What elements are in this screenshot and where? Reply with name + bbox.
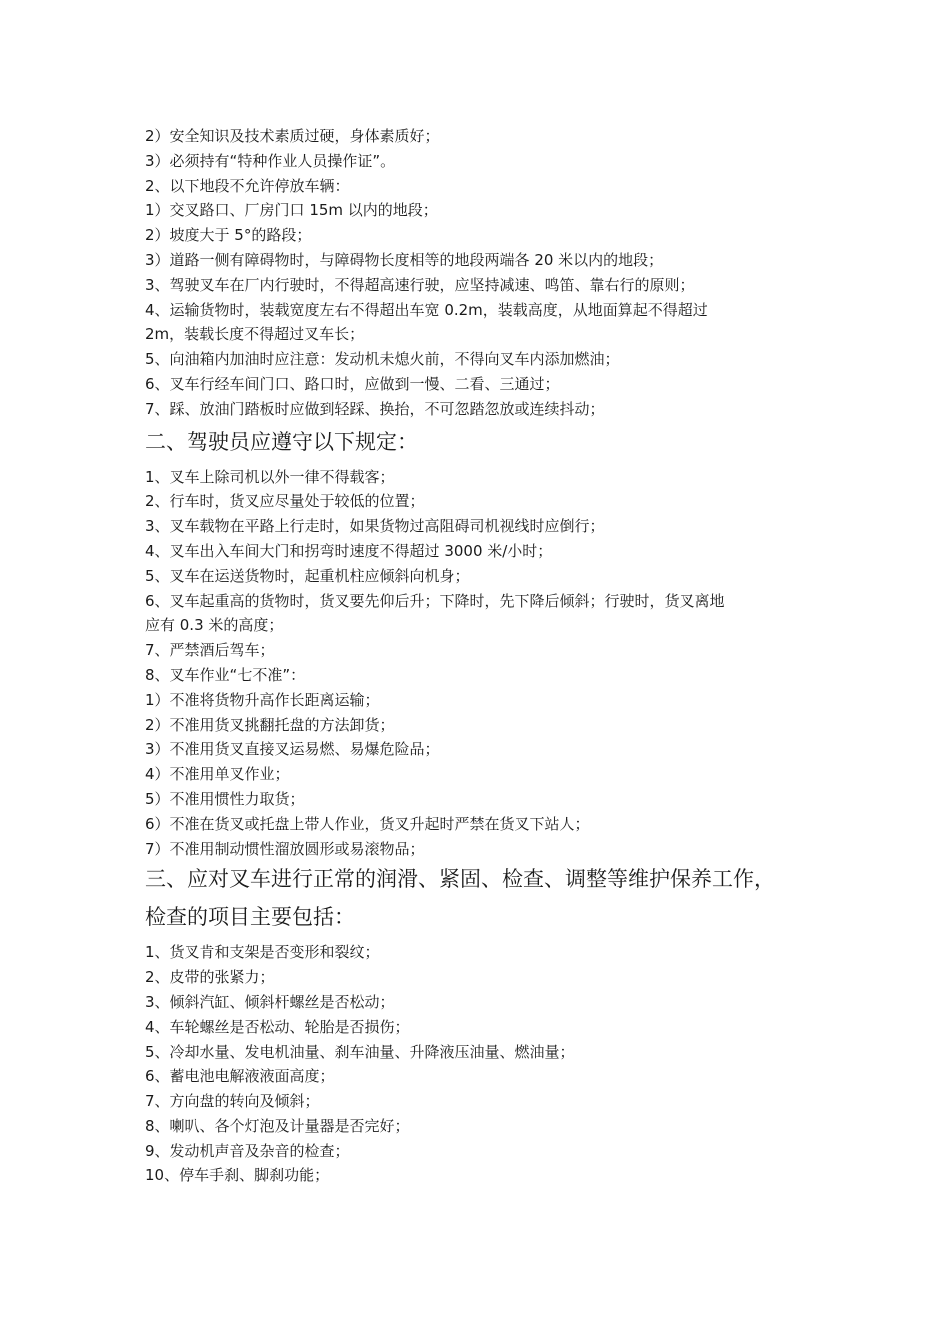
text-line: 3）不准用货叉直接叉运易燃、易爆危险品；: [145, 740, 440, 759]
section-heading-2: 二、驾驶员应遵守以下规定：: [145, 429, 418, 454]
text-line: 6、叉车起重高的货物时，货叉要先仰后升；下降时，先下降后倾斜；行驶时，货叉离地: [145, 591, 725, 610]
text-line: 3、叉车载物在平路上行走时，如果货物过高阻碍司机视线时应倒行；: [145, 517, 605, 536]
text-line: 3）必须持有“特种作业人员操作证”。: [145, 151, 396, 170]
text-line: 7、严禁酒后驾车；: [145, 641, 275, 660]
text-line: 1、叉车上除司机以外一律不得载客；: [145, 467, 395, 486]
text-line: 7、方向盘的转向及倾斜；: [145, 1092, 320, 1111]
document-body: [145, 124, 825, 1188]
text-line: 2、行车时，货叉应尽量处于较低的位置；: [145, 492, 425, 511]
text-line: 2）坡度大于 5°的路段；: [145, 226, 312, 245]
text-line: 5、叉车在运送货物时，起重机柱应倾斜向机身；: [145, 566, 470, 585]
text-line: 4、叉车出入车间大门和拐弯时速度不得超过 3000 米/小时；: [145, 541, 553, 560]
text-line: 3、驾驶叉车在厂内行驶时，不得超高速行驶，应坚持减速、鸣笛、靠右行的原则；: [145, 275, 695, 294]
text-line: 2）不准用货叉挑翻托盘的方法卸货；: [145, 715, 395, 734]
text-line: 1）交叉路口、厂房门口 15m 以内的地段；: [145, 201, 438, 220]
text-line: 3）道路一侧有障碍物时，与障碍物长度相等的地段两端各 20 米以内的地段；: [145, 250, 664, 269]
text-line: 8、喇叭、各个灯泡及计量器是否完好；: [145, 1116, 410, 1135]
text-line: 6、叉车行经车间门口、路口时，应做到一慢、二看、三通过；: [145, 374, 560, 393]
text-line: 4）不准用单叉作业；: [145, 765, 290, 784]
text-line: 5）不准用惯性力取货；: [145, 789, 305, 808]
text-line: 9、发动机声音及杂音的检查；: [145, 1141, 350, 1160]
text-line: 10、停车手刹、脚刹功能；: [145, 1166, 330, 1185]
section-heading-3-line2: 检查的项目主要包括：: [145, 905, 355, 930]
text-line: 2、以下地段不允许停放车辆：: [145, 176, 350, 195]
text-block-b: [145, 465, 825, 862]
text-line: 6、蓄电池电解液液面高度；: [145, 1067, 335, 1086]
text-line: 2、皮带的张紧力；: [145, 968, 275, 987]
text-line: 5、向油箱内加油时应注意：发动机未熄火前，不得向叉车内添加燃油；: [145, 350, 620, 369]
text-line: 2m，装载长度不得超过叉车长；: [145, 325, 365, 344]
text-block-c: [145, 940, 825, 1188]
text-line: 8、叉车作业“七不准”：: [145, 665, 306, 684]
section-heading-3-line1: 三、应对叉车进行正常的润滑、紧固、检查、调整等维护保养工作，: [145, 867, 775, 892]
text-line: 2）安全知识及技术素质过硬，身体素质好；: [145, 127, 440, 145]
text-line: 4、运输货物时，装载宽度左右不得超出车宽 0.2m，装载高度，从地面算起不得超过: [145, 300, 708, 319]
text-line: 1）不准将货物升高作长距离运输；: [145, 690, 380, 709]
text-block-a: [145, 124, 825, 422]
text-line: 1、货叉肯和支架是否变形和裂纹；: [145, 943, 380, 962]
text-line: 4、车轮螺丝是否松动、轮胎是否损伤；: [145, 1017, 410, 1036]
text-line: 3、倾斜汽缸、倾斜杆螺丝是否松动；: [145, 992, 395, 1011]
text-line: 5、冷却水量、发电机油量、刹车油量、升降液压油量、燃油量；: [145, 1042, 575, 1061]
text-line: 6）不准在货叉或托盘上带人作业，货叉升起时严禁在货叉下站人；: [145, 814, 590, 833]
text-line: 7、踩、放油门踏板时应做到轻踩、换抬，不可忽踏忽放或连续抖动；: [145, 399, 605, 418]
text-line: 7）不准用制动惯性溜放圆形或易滚物品；: [145, 839, 425, 858]
text-line: 应有 0.3 米的高度；: [145, 616, 284, 635]
